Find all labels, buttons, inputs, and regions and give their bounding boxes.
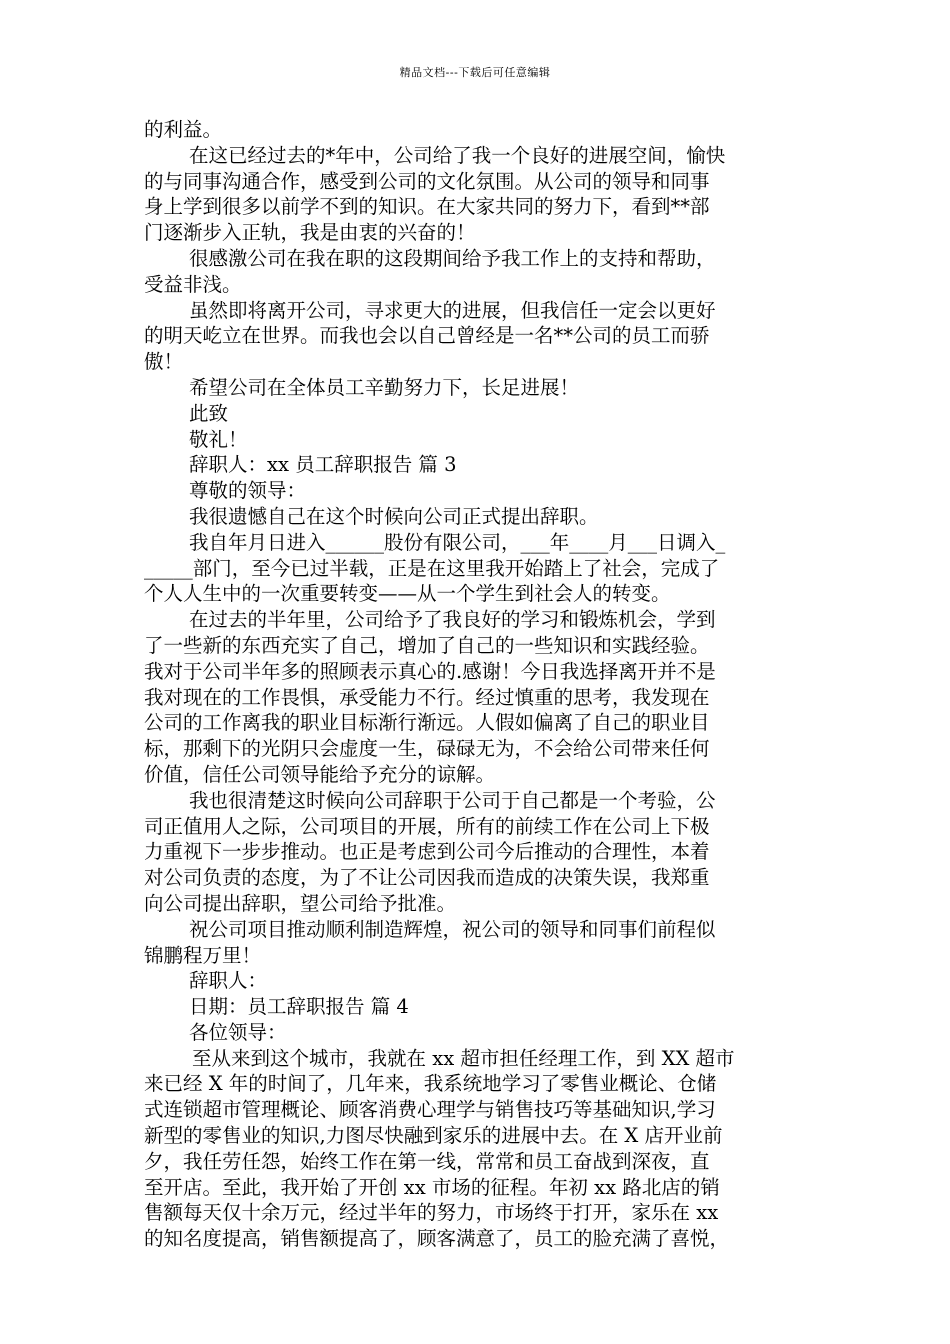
text-line: 公司的工作离我的职业目标渐行渐远。人假如偏离了自己的职业目	[144, 711, 710, 735]
text-line: 辞职人：xx 员工辞职报告 篇 3	[189, 453, 457, 477]
text-line: 我也很清楚这时候向公司辞职于公司于自己都是一个考验，公	[189, 788, 716, 812]
text-line: 我对于公司半年多的照顾表示真心的.感谢！今日我选择离开并不是	[144, 659, 716, 683]
text-line: 锦鹏程万里！	[144, 943, 262, 967]
text-line: 很感激公司在我在职的这段期间给予我工作上的支持和帮助，	[189, 246, 716, 270]
text-line: 向公司提出辞职，望公司给予批准。	[144, 891, 457, 915]
text-line: 式连锁超市管理概论、顾客消费心理学与销售技巧等基础知识,学习	[144, 1098, 716, 1122]
text-line: 标，那剩下的光阴只会虚度一生，碌碌无为，不会给公司带来任何	[144, 737, 710, 761]
text-line: 的明天屹立在世界。而我也会以自己曾经是一名**公司的员工而骄	[144, 324, 710, 348]
text-line: 至从来到这个城市，我就在 xx 超市担任经理工作，到 XX 超市	[192, 1046, 735, 1070]
text-line: 尊敬的领导：	[189, 479, 307, 503]
text-line: 至开店。至此，我开始了开创 xx 市场的征程。年初 xx 路北店的销	[144, 1175, 720, 1199]
text-line: 身上学到很多以前学不到的知识。在大家共同的努力下，看到**部	[144, 195, 710, 219]
text-line: 日期：员工辞职报告 篇 4	[189, 995, 409, 1019]
text-line: 的与同事沟通合作，感受到公司的文化氛围。从公司的领导和同事	[144, 169, 710, 193]
text-line: 我自年月日进入______股份有限公司，___年____月___日调入_	[189, 530, 726, 554]
text-line: 我对现在的工作畏惧，承受能力不行。经过慎重的思考，我发现在	[144, 685, 710, 709]
text-line: 在这已经过去的*年中，公司给了我一个良好的进展空间，愉快	[189, 143, 726, 167]
text-line: 司正值用人之际，公司项目的开展，所有的前续工作在公司上下极	[144, 814, 710, 838]
text-line: 夕，我任劳任怨，始终工作在第一线，常常和员工奋战到深夜，直	[144, 1149, 710, 1173]
text-line: 力重视下一步步推动。也正是考虑到公司今后推动的合理性，本着	[144, 840, 710, 864]
text-line: 了一些新的东西充实了自己，增加了自己的一些知识和实践经验。	[144, 633, 710, 657]
text-line: 祝公司项目推动顺利制造辉煌，祝公司的领导和同事们前程似	[189, 917, 716, 941]
text-line: _____部门，至今已过半载，正是在这里我开始踏上了社会，完成了	[144, 556, 720, 580]
text-line: 售额每天仅十余万元，经过半年的努力，市场终于打开，家乐在 xx	[144, 1201, 719, 1225]
text-line: 的利益。	[144, 118, 223, 141]
text-line: 虽然即将离开公司，寻求更大的进展，但我信任一定会以更好	[189, 298, 716, 322]
text-line: 我很遗憾自己在这个时候向公司正式提出辞职。	[189, 504, 599, 528]
text-line: 受益非浅。	[144, 272, 242, 296]
text-line: 在过去的半年里，公司给予了我良好的学习和锻炼机会，学到	[189, 608, 716, 632]
text-line: 对公司负责的态度，为了不让公司因我而造成的决策失误，我郑重	[144, 866, 710, 890]
page-header: 精品文档---下载后可任意编辑	[399, 66, 551, 79]
text-line: 辞职人：	[189, 969, 268, 993]
text-line: 门逐渐步入正轨，我是由衷的兴奋的！	[144, 221, 476, 245]
text-line: 希望公司在全体员工辛勤努力下，长足进展！	[189, 375, 580, 399]
document-body	[144, 117, 808, 1252]
text-line: 敬礼！	[189, 427, 248, 451]
text-line: 的知名度提高，销售额提高了，顾客满意了，员工的脸充满了喜悦，	[144, 1227, 730, 1251]
text-line: 各位领导：	[189, 1020, 287, 1044]
text-line: 傲！	[144, 350, 184, 374]
text-line: 来已经 X 年的时间了，几年来，我系统地学习了零售业概论、仓储	[144, 1072, 717, 1096]
text-line: 价值，信任公司领导能给予充分的谅解。	[144, 762, 496, 786]
text-line: 个人人生中的一次重要转变——从一个学生到社会人的转变。	[144, 582, 671, 606]
text-line: 新型的零售业的知识,力图尽快融到家乐的进展中去。在 X 店开业前	[144, 1124, 723, 1148]
text-line: 此致	[189, 401, 229, 425]
